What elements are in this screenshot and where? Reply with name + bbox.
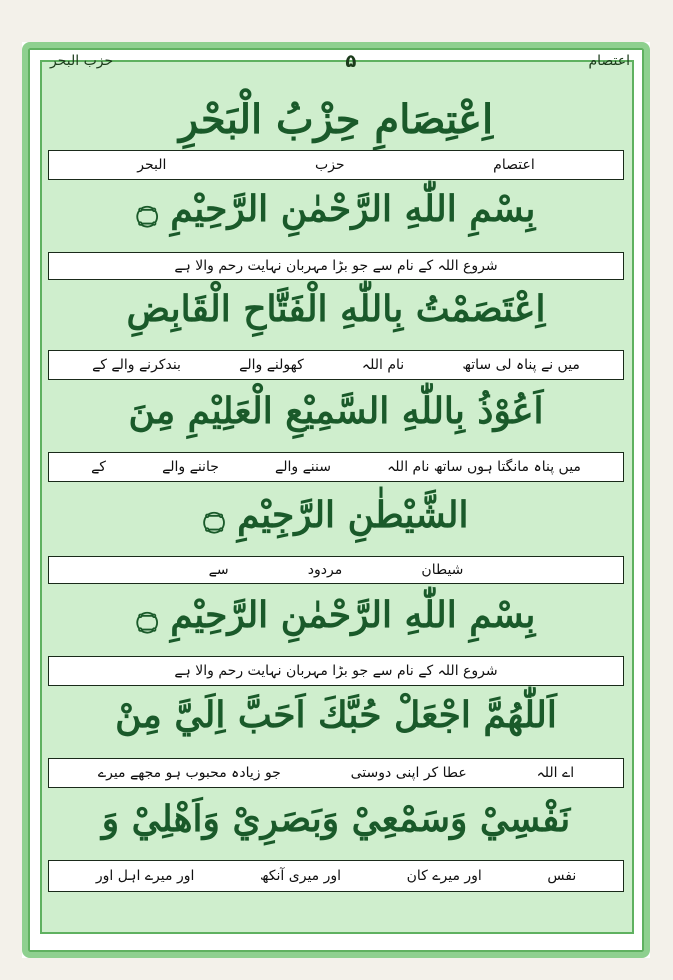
translation-text: شروع اللہ کے نام سے جو بڑا مہربان نہایت رحم والا ہے [174,258,498,274]
translation-word: سے [208,562,229,578]
arabic-line-4: اَعُوْذُ بِاللّٰهِ السَّمِيْعِ الْعَلِيْمِ مِنَ [128,390,544,432]
translation-word: بندکرنے والے کے [92,357,181,373]
translation-word: اور میری آنکھ [259,868,342,884]
translation-word: اعتصام [493,157,535,173]
page-header [50,48,630,74]
translation-word: نام اللہ [361,357,405,373]
arabic-line-5: الشَّيْطٰنِ الرَّجِيْمِ ۝ [203,494,469,536]
translation-word: سننے والے [275,459,331,475]
translation-box-4 [48,452,624,482]
translation-box-2 [48,252,624,280]
arabic-line-2: بِسْمِ اللّٰهِ الرَّحْمٰنِ الرَّحِيْمِ ۝ [136,188,536,230]
header-left-text: حزب البحر [50,53,114,69]
translation-word: کھولنے والے [239,357,304,373]
translation-box-6 [48,656,624,686]
arabic-line-3: اِعْتَصَمْتُ بِاللّٰهِ الْفَتَّاحِ الْقَابِضِ [126,288,546,330]
header-right-text: اعتصام [588,53,630,69]
page-number: ۵ [345,50,357,72]
arabic-line-7: اَللّٰهُمَّ اجْعَلْ حُبَّكَ اَحَبَّ اِلَيَّ مِنْ [115,694,557,736]
translation-word: حزب [315,157,345,173]
translation-word: جاننے والے [162,459,219,475]
translation-word: اور میرے اہل اور [95,868,195,884]
translation-box-7 [48,758,624,788]
translation-word: میں نے پناہ لی ساتھ [462,357,580,373]
translation-word: البحر [137,157,167,173]
translation-box-8 [48,860,624,892]
translation-box-5 [48,556,624,584]
translation-word: اے اللہ [536,765,575,781]
translation-box-3 [48,350,624,380]
translation-text: شروع اللہ کے نام سے جو بڑا مہربان نہایت رحم والا ہے [174,663,498,679]
translation-word: اور میرے کان [406,868,482,884]
translation-word: نفس [547,868,577,884]
translation-box-1 [48,150,624,180]
arabic-line-1: اِعْتِصَامِ حِزْبُ الْبَحْرِ [178,96,494,143]
arabic-line-6: بِسْمِ اللّٰهِ الرَّحْمٰنِ الرَّحِيْمِ ۝ [136,594,536,636]
translation-word: جو زیادہ محبوب ہو مجھے میرے [97,765,281,781]
translation-word: شیطان [421,562,464,578]
translation-word: مردود [307,562,343,578]
translation-word: کے [91,459,106,475]
translation-word: عطا کر اپنی دوستی [350,765,467,781]
translation-word: میں پناہ مانگتا ہوں ساتھ نام اللہ [387,459,581,475]
arabic-line-8: نَفْسِيْ وَسَمْعِيْ وَبَصَرِيْ وَاَهْلِيْ وَ [101,798,571,840]
